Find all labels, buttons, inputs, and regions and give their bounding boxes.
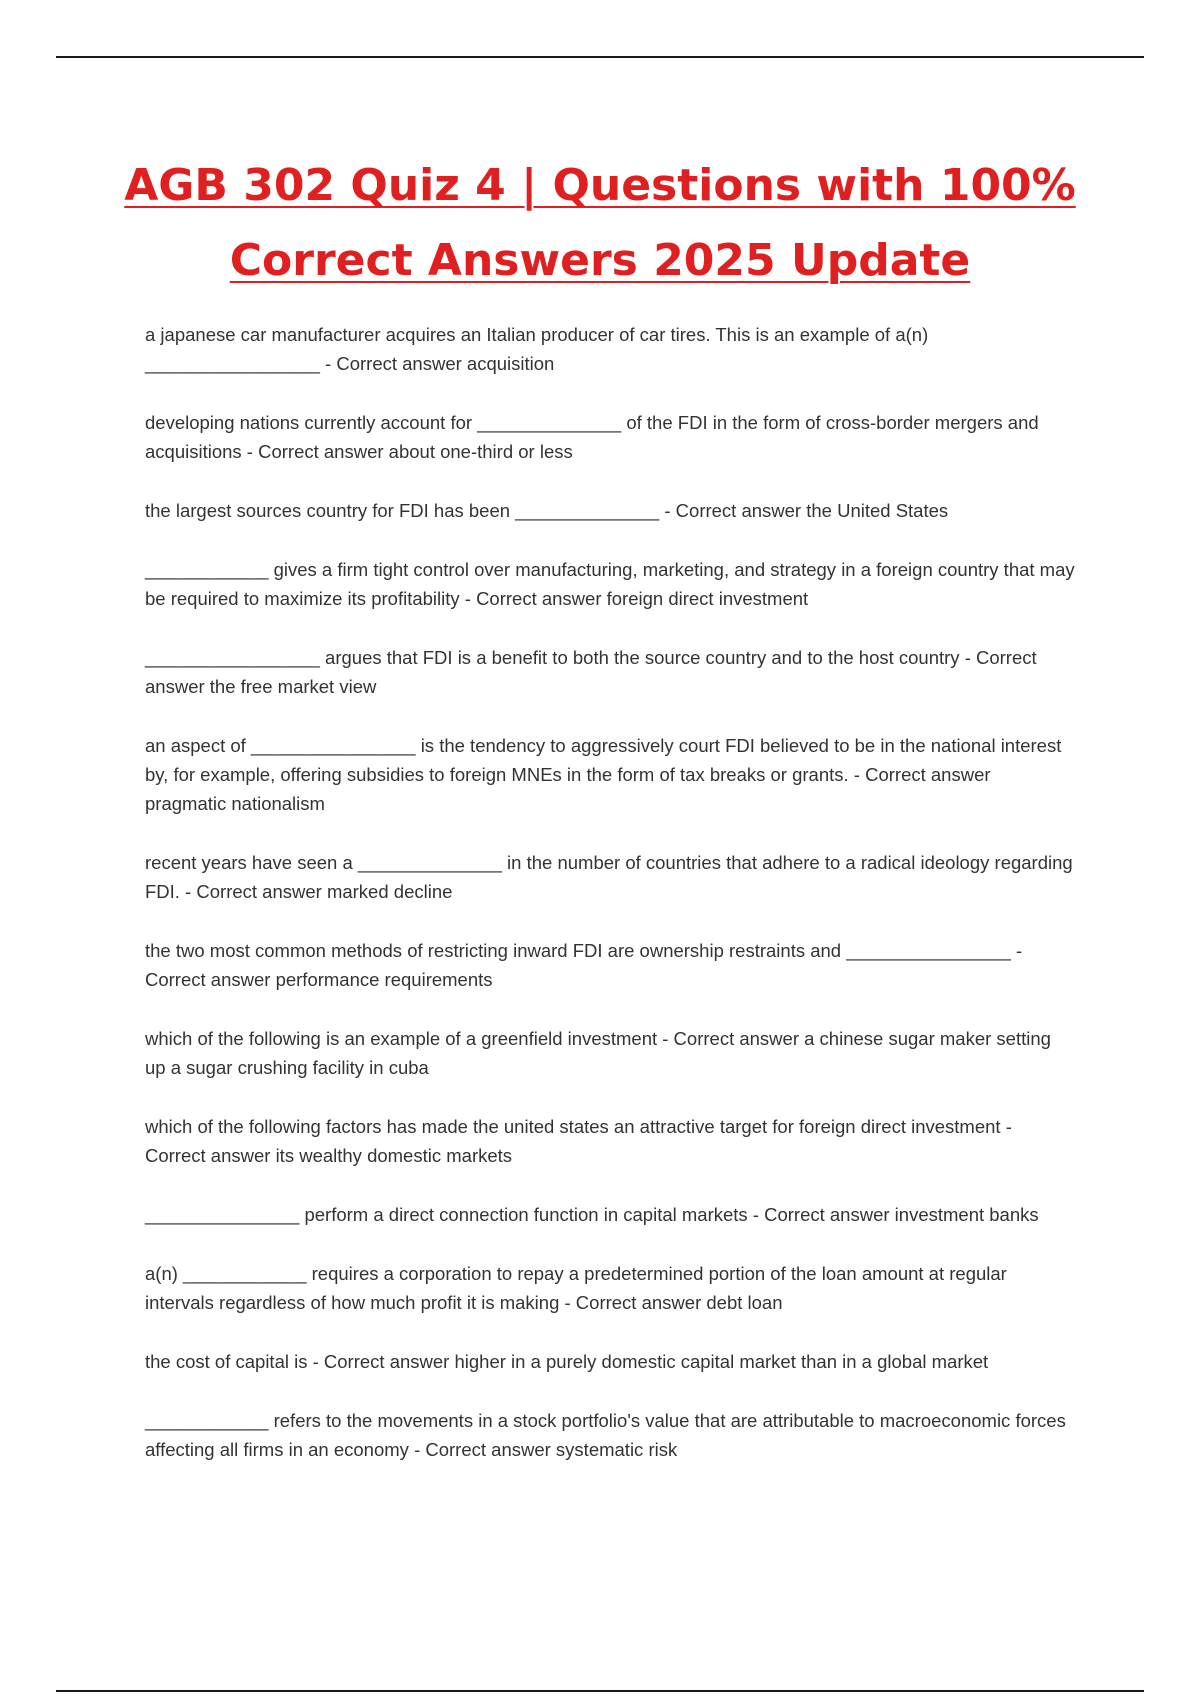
- qa-item: which of the following factors has made the united states an attractive target for foreign direct investment - Correct answer its wealthy domestic markets: [145, 1116, 1012, 1166]
- qa-item: a(n) ____________ requires a corporation to repay a predetermined portion of the loan amount at regular intervals regardless of how much profit it is making - Correct answer debt loan: [145, 1263, 1007, 1313]
- qa-item: _______________ perform a direct connection function in capital markets - Correct answer investment banks: [145, 1204, 1039, 1225]
- qa-item: a japanese car manufacturer acquires an Italian producer of car tires. This is an example of a(n) _________________ - Correct answer acquisition: [145, 324, 929, 374]
- qa-item: developing nations currently account for ______________ of the FDI in the form of cross-border mergers and acquisitions - Correct answer about one-third or less: [145, 412, 1039, 462]
- qa-item: which of the following is an example of a greenfield investment - Correct answer a chinese sugar maker setting up a sugar crushing facility in cuba: [145, 1028, 1051, 1078]
- title-line-1: AGB 302 Quiz 4 | Questions with 100%: [124, 160, 1076, 211]
- qa-item: the two most common methods of restricting inward FDI are ownership restraints and ________________ - Correct answer performance requirements: [145, 940, 1023, 990]
- bottom-rule: [56, 1690, 1144, 1692]
- document-title: [100, 148, 1100, 298]
- qa-item: ____________ refers to the movements in a stock portfolio's value that are attributable to macroeconomic forces affecting all firms in an economy - Correct answer systematic risk: [145, 1410, 1066, 1460]
- qa-item: recent years have seen a ______________ in the number of countries that adhere to a radical ideology regarding FDI. - Correct answer marked decline: [145, 852, 1073, 902]
- qa-item: _________________ argues that FDI is a benefit to both the source country and to the host country - Correct answer the free market view: [145, 647, 1037, 697]
- top-rule: [56, 56, 1144, 58]
- qa-item: ____________ gives a firm tight control over manufacturing, marketing, and strategy in a foreign country that may be required to maximize its profitability - Correct answer foreign direct investment: [145, 559, 1075, 609]
- qa-item: an aspect of ________________ is the tendency to aggressively court FDI believed to be in the national interest by, for example, offering subsidies to foreign MNEs in the form of tax breaks or grants. - Correct answer pragmatic nationalism: [145, 735, 1062, 814]
- qa-item: the largest sources country for FDI has been ______________ - Correct answer the United States: [145, 500, 949, 521]
- title-line-2: Correct Answers 2025 Update: [229, 235, 971, 286]
- qa-item: the cost of capital is - Correct answer higher in a purely domestic capital market than in a global market: [145, 1351, 989, 1372]
- qa-list: [145, 320, 1075, 1494]
